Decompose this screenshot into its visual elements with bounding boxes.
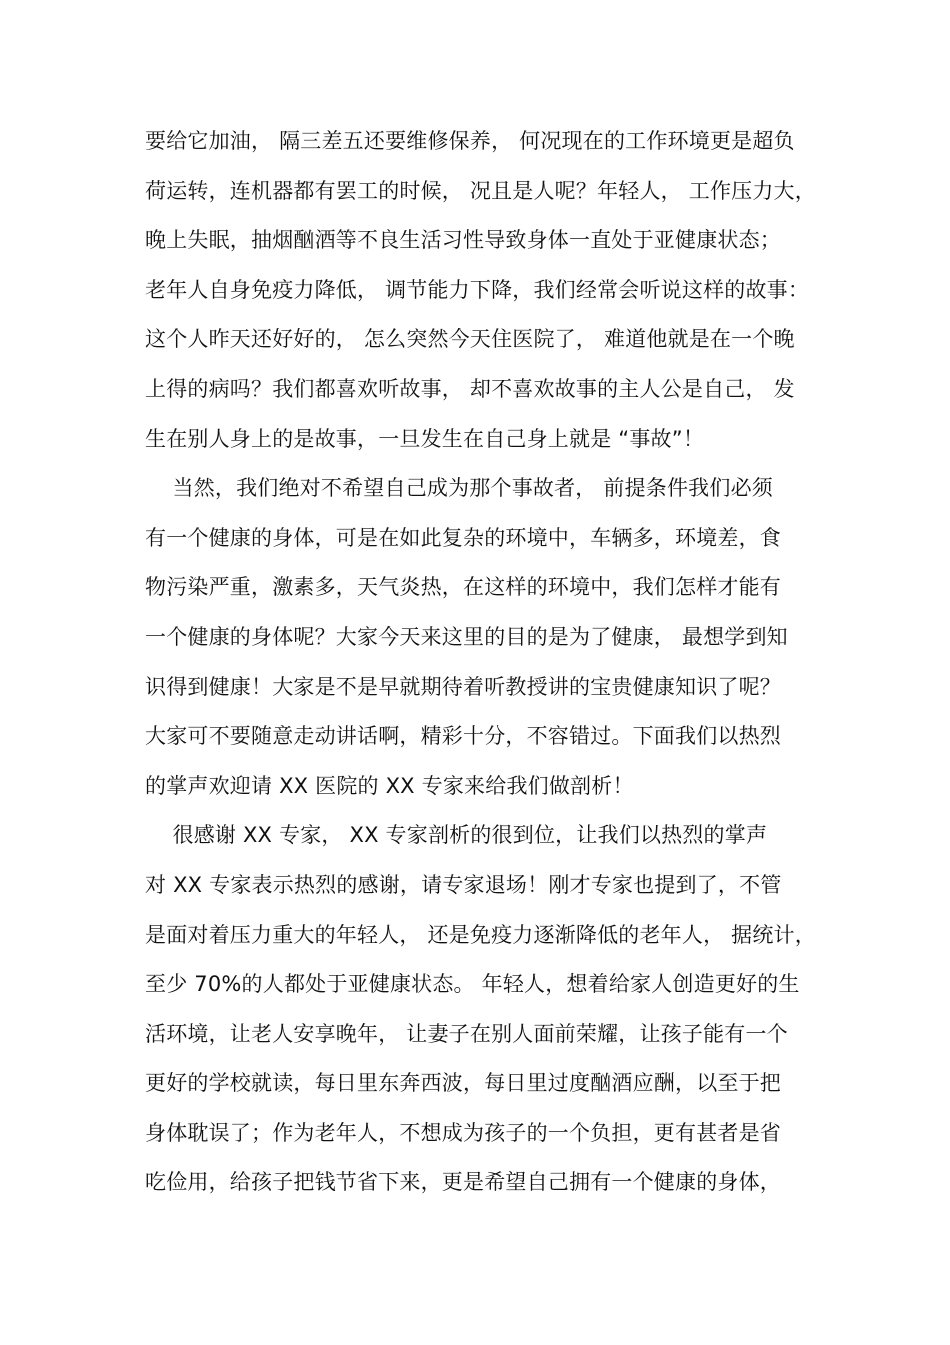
paragraph-start-line: 很感谢 XX 专家， XX 专家剖析的很到位，让我们以热烈的掌声 xyxy=(145,823,768,848)
text-line: 一个健康的身体呢？大家今天来这里的目的是为了健康， 最想学到知 xyxy=(145,624,788,649)
text-line: 更好的学校就读，每日里东奔西波，每日里过度酗酒应酬，以至于把 xyxy=(145,1071,781,1096)
text-line: 至少 70%的人都处于亚健康状态。 年轻人，想着给家人创造更好的生 xyxy=(145,972,800,997)
text-line: 这个人昨天还好好的， 怎么突然今天住医院了， 难道他就是在一个晚 xyxy=(145,327,795,352)
text-line: 的掌声欢迎请 XX 医院的 XX 专家来给我们做剖析！ xyxy=(145,773,634,798)
text-line: 物污染严重，激素多，天气炎热，在这样的环境中，我们怎样才能有 xyxy=(145,575,781,600)
text-line: 晚上失眠，抽烟酗酒等不良生活习性导致身体一直处于亚健康状态； xyxy=(145,228,781,253)
text-line: 活环境，让老人安享晚年， 让妻子在别人面前荣耀，让孩子能有一个 xyxy=(145,1021,788,1046)
text-line: 要给它加油， 隔三差五还要维修保养， 何况现在的工作环境更是超负 xyxy=(145,129,795,153)
text-line: 荷运转，连机器都有罢工的时候， 况且是人呢？年轻人， 工作压力大， xyxy=(145,178,816,203)
text-line: 识得到健康！大家是不是早就期待着听教授讲的宝贵健康知识了呢？ xyxy=(145,674,781,699)
text-line: 对 XX 专家表示热烈的感谢，请专家退场！刚才专家也提到了，不管 xyxy=(145,872,782,897)
text-line: 是面对着压力重大的年轻人， 还是免疫力逐渐降低的老年人， 据统计， xyxy=(145,922,816,947)
text-line: 身体耽误了；作为老年人，不想成为孩子的一个负担，更有甚者是省 xyxy=(145,1120,781,1145)
text-line: 大家可不要随意走动讲话啊，精彩十分，不容错过。下面我们以热烈 xyxy=(145,724,781,749)
text-line: 上得的病吗？我们都喜欢听故事， 却不喜欢故事的主人公是自己， 发 xyxy=(145,376,795,401)
text-line: 老年人自身免疫力降低， 调节能力下降，我们经常会听说这样的故事： xyxy=(145,277,810,302)
paragraph-start-line: 当然，我们绝对不希望自己成为那个事故者， 前提条件我们必须 xyxy=(145,476,773,501)
body-text xyxy=(145,121,825,1212)
text-line: 吃俭用，给孩子把钱节省下来，更是希望自己拥有一个健康的身体， xyxy=(145,1170,781,1195)
text-line: 生在别人身上的是故事，一旦发生在自己身上就是 “事故”！ xyxy=(145,426,705,451)
text-line: 有一个健康的身体，可是在如此复杂的环境中，车辆多，环境差，食 xyxy=(145,525,781,550)
